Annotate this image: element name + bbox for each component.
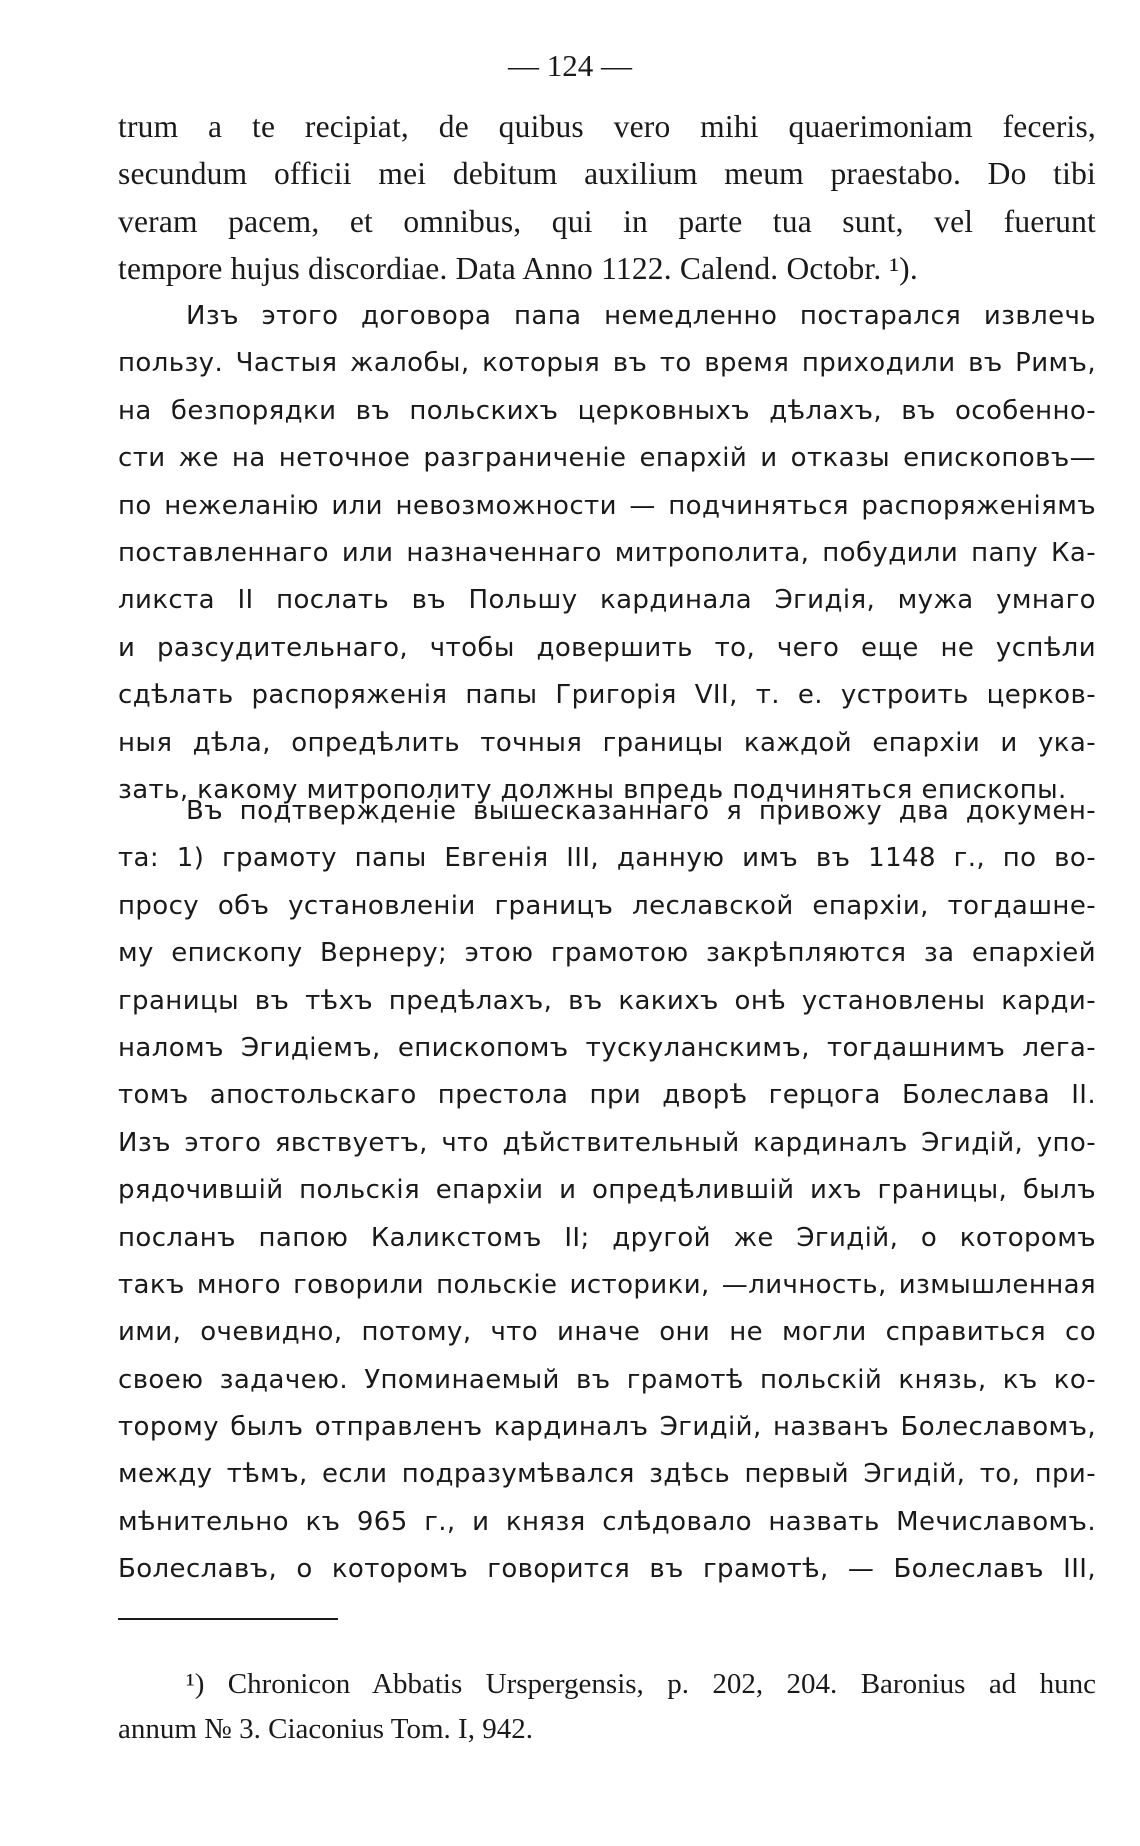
footnote [118, 1662, 1096, 1752]
page-number: — 124 — [508, 48, 632, 83]
text-line: сдѣлать распоряженія папы Григорія VII, т. е. устроить церков- [118, 680, 1096, 711]
text-line: между тѣмъ, если подразумѣвался здѣсь первый Эгидій, то, при- [118, 1459, 1096, 1490]
text-line: пользу. Частыя жалобы, которыя въ то время приходили въ Римъ, [118, 348, 1096, 379]
text-line: томъ апостольскаго престола при дворѣ герцога Болеслава II. [118, 1080, 1096, 1111]
text-line: му епископу Вернеру; этою грамотою закрѣпляются за епархіей [118, 938, 1096, 969]
text-line: trum a te recipiat, de quibus vero mihi quaerimoniam feceris, [118, 109, 1096, 144]
text-line: та: 1) грамоту папы Евгенія III, данную имъ въ 1148 г., по во- [118, 843, 1096, 874]
text-line: Въ подтвержденіе вышесказаннаго я привожу два докумен- [186, 796, 1096, 826]
paragraph-1 [118, 293, 1096, 814]
text-line: такъ много говорили польскіе историки, —личность, измышленная [118, 1269, 1096, 1300]
text-line: сти же на неточное разграниченіе епархій и отказы епископовъ— [118, 443, 1096, 474]
text-line: просу объ установленіи границъ леславской епархіи, тогдашне- [118, 890, 1096, 921]
text-line: secundum officii mei debitum auxilium meum praestabo. Do tibi [118, 156, 1096, 192]
footnote-line: annum № 3. Ciaconius Tom. I, 942. [118, 1713, 533, 1745]
text-line: ныя дѣла, опредѣлить точныя границы каждой епархіи и ука- [118, 727, 1096, 758]
text-line: рядочившій польскія епархіи и опредѣлившій ихъ границы, былъ [118, 1175, 1096, 1206]
text-line: ими, очевидно, потому, что иначе они не могли справиться со [118, 1317, 1096, 1348]
text-line: наломъ Эгидіемъ, епископомъ тускуланскимъ, тогдашнимъ лега- [118, 1032, 1096, 1063]
footnote-divider [118, 1618, 338, 1620]
text-line: на безпорядки въ польскихъ церковныхъ дѣлахъ, въ особенно- [118, 395, 1096, 426]
text-line: мѣнительно къ 965 г., и князя слѣдовало назвать Мечиславомъ. [118, 1506, 1096, 1537]
text-line: поставленнаго или назначеннаго митрополита, побудили папу Ка- [118, 537, 1096, 568]
footnote-line: ¹) Chronicon Abbatis Urspergensis, p. 202, 204. Baronius ad hunc [186, 1668, 1096, 1700]
text-line: зать, какому митрополиту должны впредь подчиняться епископы. [118, 774, 1067, 805]
text-line: ликста II послать въ Польшу кардинала Эгидія, мужа умнаго [118, 585, 1096, 616]
paragraph-2 [118, 788, 1096, 1594]
text-line: своею задачею. Упоминаемый въ грамотѣ польскій князь, къ ко- [118, 1364, 1096, 1395]
text-line: Изъ этого договора папа немедленно постарался извлечь [186, 301, 1096, 331]
text-line: veram pacem, et omnibus, qui in parte tua sunt, vel fuerunt [118, 203, 1096, 239]
text-line: границы въ тѣхъ предѣлахъ, въ какихъ онѣ установлены карди- [118, 985, 1096, 1016]
text-line: и разсудительнаго, чтобы довершить то, чего еще не успѣли [118, 632, 1096, 663]
latin-quotation [118, 103, 1096, 293]
text-line: Болеславъ, о которомъ говорится въ грамотѣ, — Болеславъ III, [118, 1554, 1096, 1585]
text-line: Изъ этого явствуетъ, что дѣйствительный кардиналъ Эгидій, упо- [118, 1127, 1096, 1158]
text-line: tempore hujus discordiae. Data Anno 1122. Calend. Octobr. ¹). [118, 251, 918, 287]
text-line: по нежеланію или невозможности — подчиняться распоряженіямъ [118, 490, 1096, 521]
text-line: торому былъ отправленъ кардиналъ Эгидій, названъ Болеславомъ, [118, 1412, 1096, 1443]
text-line: посланъ папою Каликстомъ II; другой же Эгидій, о которомъ [118, 1222, 1096, 1253]
